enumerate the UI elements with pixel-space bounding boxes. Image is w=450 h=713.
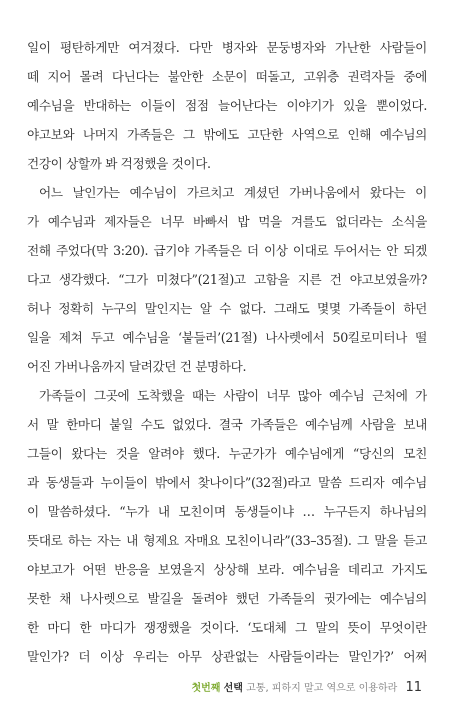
text-line: 어느 날인가는 예수님이 가르치고 계셨던 가버나움에서 왔다는 이	[39, 185, 427, 200]
page-number: 11	[405, 680, 422, 695]
text-line: 가족들이 그곳에 도착했을 때는 사람이 너무 많아 예수님 근처에 가	[39, 388, 427, 403]
text-line: 예수님을 반대하는 이들이 점점 늘어난다는 이야기가 있을 뿐이었다.	[27, 98, 427, 113]
text-line: 야보고가 어떤 반응을 보였을지 상상해 보라. 예수님을 데리고 가지도	[27, 562, 427, 577]
text-line: 못한 채 나사렛으로 발길을 돌려야 했던 가족들의 귓가에는 예수님의	[27, 591, 427, 606]
text-line: 떼 지어 몰려 다닌다는 불안한 소문이 떠돌고, 고위층 권력자들 중에	[27, 69, 427, 84]
text-line: 한 마디 한 마디가 쟁쟁했을 것이다. ‘도대체 그 말의 뜻이 무엇이란	[27, 620, 427, 635]
chapter-label: 첫번째	[191, 683, 221, 694]
paragraph-3	[27, 381, 427, 671]
running-footer	[191, 681, 422, 696]
text-line: 말인가? 더 이상 우리는 아무 상관없는 사람들이라는 말인가?’ 어쩌	[27, 649, 427, 664]
chapter-title: 선택	[223, 683, 243, 694]
paragraph-1	[27, 33, 427, 178]
text-line: 건강이 상할까 봐 걱정했을 것이다.	[27, 156, 211, 171]
text-line: 그들이 왔다는 것을 알려야 했다. 누군가가 예수님에게 “당신의 모친	[27, 446, 427, 461]
text-line: 어진 가버나움까지 달려갔던 건 분명하다.	[27, 359, 247, 374]
text-line: 허나 정확히 누구의 말인지는 알 수 없다. 그래도 몇몇 가족들이 하던	[27, 301, 427, 316]
text-line: 가 예수님과 제자들은 너무 바빠서 밥 먹을 겨를도 없더라는 소식을	[27, 214, 427, 229]
text-line: 서 말 한마디 붙일 수도 없었다. 결국 가족들은 예수님께 사람을 보내	[27, 417, 427, 432]
text-line: 일을 제쳐 두고 예수님을 ‘붙들러’(21절) 나사렛에서 50킬로미터나 떨	[27, 330, 427, 345]
text-line: 일이 평탄하게만 여겨졌다. 다만 병자와 문둥병자와 가난한 사람들이	[27, 40, 427, 55]
paragraph-2	[27, 178, 427, 381]
text-line: 전해 주었다(막 3:20). 급기야 가족들은 더 이상 이대로 두어서는 안 되겠	[27, 243, 427, 258]
text-line: 이 말씀하셨다. “누가 내 모친이며 동생들이냐 … 누구든지 하나님의	[27, 504, 427, 519]
text-line: 과 동생들과 누이들이 밖에서 찾나이다”(32절)라고 말씀 드리자 예수님	[27, 475, 427, 490]
text-line: 다고 생각했다. “그가 미쳤다”(21절)고 고함을 지른 건 야고보였을까?	[27, 272, 427, 287]
text-line: 야고보와 나머지 가족들은 그 밖에도 고단한 사역으로 인해 예수님의	[27, 127, 427, 142]
body-text	[27, 33, 427, 671]
text-line: 뜻대로 하는 자는 내 형제요 자매요 모친이니라”(33–35절). 그 말을 듣고	[27, 533, 427, 548]
chapter-subtitle: 고통, 피하지 말고 역으로 이용하라	[246, 683, 398, 694]
